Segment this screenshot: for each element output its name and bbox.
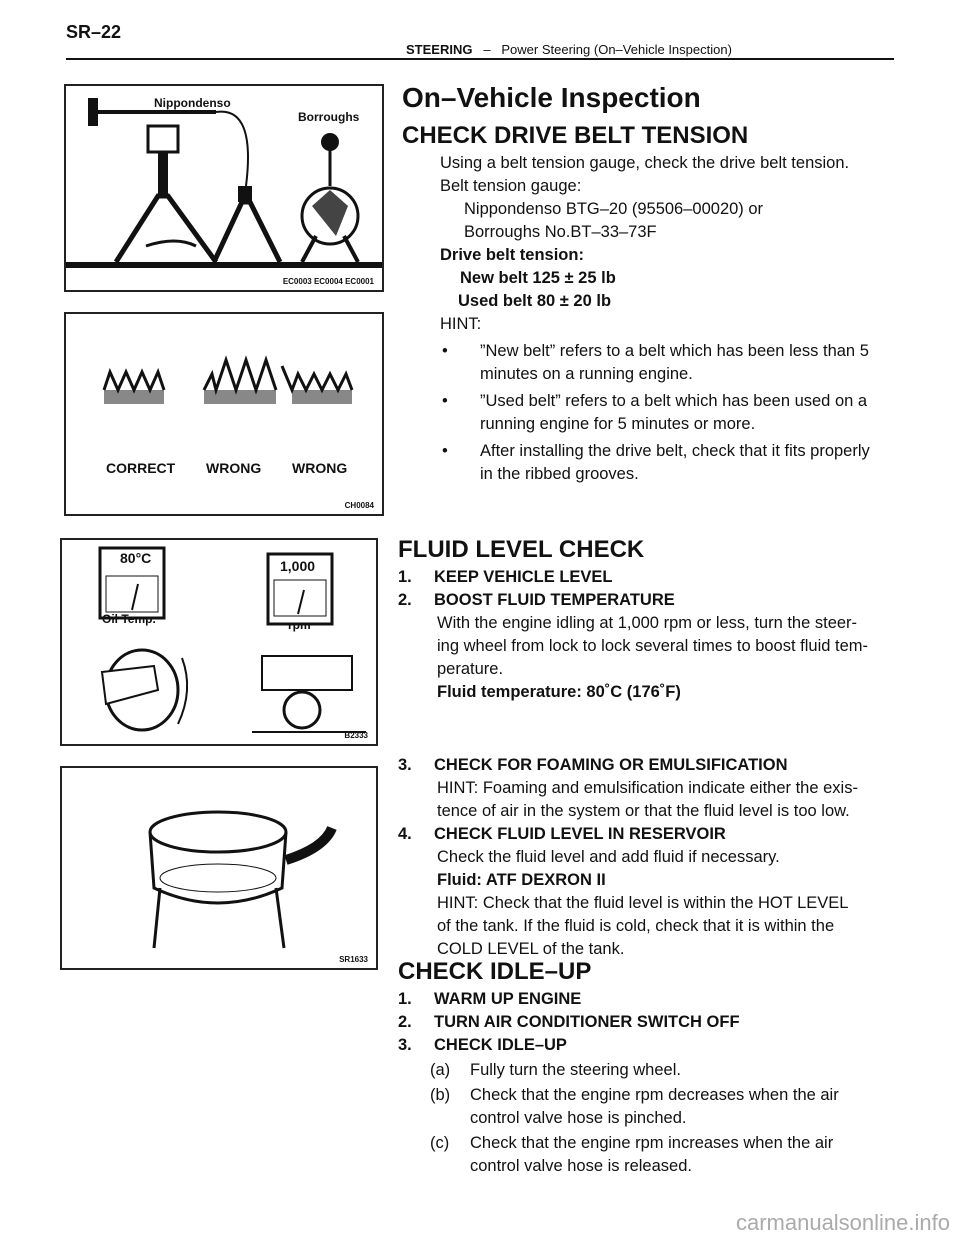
header-dash: – — [483, 42, 491, 57]
step-title: BOOST FLUID TEMPERATURE — [434, 591, 675, 609]
substep-text: Check that the engine rpm increases when the air — [470, 1134, 834, 1152]
body-line: perature. — [437, 660, 504, 678]
figure-belt-groove-fit — [64, 312, 384, 516]
label-wrong-1: WRONG — [206, 460, 262, 476]
step-item — [398, 823, 898, 846]
belt-instruction: Using a belt tension gauge, check the drive belt tension. — [440, 154, 850, 172]
figure-code: EC0003 EC0004 EC0001 — [282, 277, 374, 286]
page-title: On–Vehicle Inspection — [402, 82, 701, 113]
label-wrong-2: WRONG — [292, 460, 348, 476]
substep-text: control valve hose is pinched. — [470, 1109, 687, 1127]
bullet-text: minutes on a running engine. — [480, 365, 693, 383]
bullet-mark: • — [442, 392, 448, 410]
spec-label: Drive belt tension: — [440, 246, 584, 264]
step-title: KEEP VEHICLE LEVEL — [434, 568, 613, 586]
body-line: tence of air in the system or that the fluid level is too low. — [437, 802, 850, 820]
step-number: 2. — [398, 1013, 412, 1031]
section-drive-belt — [402, 82, 902, 486]
substep-label: (c) — [430, 1134, 450, 1152]
label-nippondenso: Nippondenso — [154, 96, 231, 110]
step-item — [398, 1011, 898, 1034]
label-borroughs: Borroughs — [298, 110, 360, 124]
running-header — [406, 42, 732, 57]
spec-used-belt: Used belt 80 ± 20 lb — [458, 292, 612, 310]
drive-belt-body — [402, 152, 902, 486]
step-number: 1. — [398, 990, 412, 1008]
step-item — [398, 1034, 898, 1057]
step-body — [398, 846, 898, 961]
label-correct: CORRECT — [106, 460, 176, 476]
step-body — [398, 777, 898, 823]
body-line: With the engine idling at 1,000 rpm or less, turn the steer- — [437, 614, 858, 632]
figure-fluid-temperature — [60, 538, 378, 746]
step-number: 2. — [398, 591, 412, 609]
step-title: TURN AIR CONDITIONER SWITCH OFF — [434, 1013, 740, 1031]
page-code: SR–22 — [66, 22, 122, 42]
step-title: CHECK IDLE–UP — [434, 1036, 567, 1054]
step-item — [398, 589, 898, 612]
spec-new-belt: New belt 125 ± 25 lb — [460, 269, 616, 287]
fluid-level-body — [398, 566, 898, 704]
bullet-text: in the ribbed grooves. — [480, 465, 639, 483]
substep-item — [430, 1059, 898, 1082]
bullet-mark: • — [442, 342, 448, 360]
figure-reservoir — [60, 766, 378, 970]
section-idle-up — [398, 958, 898, 1178]
step-item — [398, 754, 898, 777]
step-item — [398, 988, 898, 1011]
body-line: HINT: Foaming and emulsification indicate either the exis- — [437, 779, 858, 797]
header-subtitle: Power Steering (On–Vehicle Inspection) — [501, 42, 732, 57]
step-title: WARM UP ENGINE — [434, 990, 582, 1008]
step-number: 3. — [398, 1036, 412, 1054]
substep-item — [430, 1132, 898, 1178]
rpm-gauge-label: rpm — [288, 618, 311, 632]
body-line: Check the fluid level and add fluid if necessary. — [437, 848, 780, 866]
step-body — [398, 612, 898, 704]
fluid-temp-spec: Fluid temperature: 80˚C (176˚F) — [437, 683, 681, 701]
fluid-temperature-illustration — [62, 540, 376, 744]
step-number: 1. — [398, 568, 412, 586]
temp-gauge-label: Oil Temp. — [102, 612, 156, 626]
step-item — [398, 566, 898, 589]
substep-text: control valve hose is released. — [470, 1157, 692, 1175]
body-line: of the tank. If the fluid is cold, check that it is within the — [437, 917, 835, 935]
list-item — [440, 340, 902, 386]
gauge-nippondenso: Nippondenso BTG–20 (95506–00020) or — [464, 200, 764, 218]
bullet-text: After installing the drive belt, check that it fits properly — [480, 442, 870, 460]
figure-code: B2333 — [344, 731, 368, 740]
figure-code: SR1633 — [339, 955, 368, 964]
section-foaming-reservoir — [398, 754, 898, 961]
substeps — [398, 1059, 898, 1178]
fluid-type-spec: Fluid: ATF DEXRON II — [437, 871, 606, 889]
heading-fluid-level-check: FLUID LEVEL CHECK — [398, 536, 645, 563]
body-line: HINT: Check that the fluid level is within the HOT LEVEL — [437, 894, 849, 912]
step-number: 4. — [398, 825, 412, 843]
bullet-text: running engine for 5 minutes or more. — [480, 415, 756, 433]
gauge-borroughs: Borroughs No.BT–33–73F — [464, 223, 657, 241]
header-section: STEERING — [406, 42, 473, 57]
substep-item — [430, 1084, 898, 1130]
watermark: carmanualsonline.info — [735, 1210, 950, 1235]
bullet-mark: • — [442, 442, 448, 460]
body-line: ing wheel from lock to lock several times to boost fluid tem- — [437, 637, 869, 655]
substep-label: (a) — [430, 1061, 451, 1079]
section-fluid-level — [398, 536, 898, 704]
rpm-gauge-value: 1,000 — [280, 558, 316, 574]
reservoir-illustration — [62, 768, 376, 968]
body-line: COLD LEVEL of the tank. — [437, 940, 625, 958]
step-title: CHECK FOR FOAMING OR EMULSIFICATION — [434, 756, 788, 774]
temp-gauge-value: 80°C — [120, 550, 152, 566]
hint-label: HINT: — [440, 315, 482, 333]
idle-up-body — [398, 988, 898, 1178]
list-item — [440, 390, 902, 436]
step-title: CHECK FLUID LEVEL IN RESERVOIR — [434, 825, 726, 843]
header-rule — [66, 58, 894, 60]
belt-gauge-label: Belt tension gauge: — [440, 177, 582, 195]
step-number: 3. — [398, 756, 412, 774]
heading-check-idle-up: CHECK IDLE–UP — [398, 958, 592, 985]
substep-text: Fully turn the steering wheel. — [470, 1061, 681, 1079]
substep-label: (b) — [430, 1086, 451, 1104]
figure-belt-tension-gauges — [64, 84, 384, 292]
list-item — [440, 440, 902, 486]
belt-groove-illustration — [66, 314, 382, 434]
substep-text: Check that the engine rpm decreases when the air — [470, 1086, 839, 1104]
bullet-text: ”New belt” refers to a belt which has been less than 5 — [480, 342, 869, 360]
figure-code: CH0084 — [344, 501, 374, 510]
heading-drive-belt-tension: CHECK DRIVE BELT TENSION — [402, 122, 749, 149]
bullet-text: ”Used belt” refers to a belt which has been used on a — [480, 392, 868, 410]
